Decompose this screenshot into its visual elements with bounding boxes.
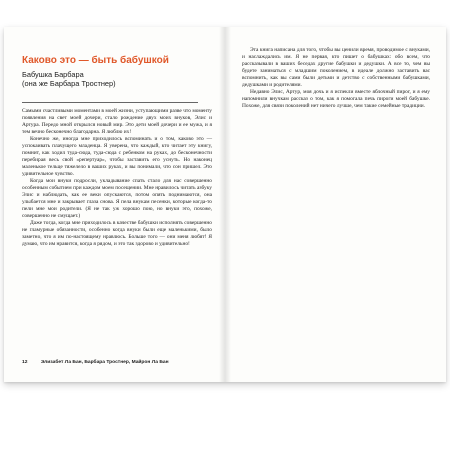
left-paragraph-2: Конечно же, иногда мне приходилось вспоминать и о том, каково это — успокаивать плачущего младенца. Я уверена, что каждый, кто читает эту книгу, помнит, как ходил туда-сюда, туда-сюда с ребенком на руках, до бесконечности перебирая весь свой «репертуар», чтобы заставить его уснуть. Но наконец маленькое тельце тяжелело в ваших руках, и вы понимали, что сон пришел. Это удивительное чувство. [22,136,212,177]
page-number: 12 [22,360,28,365]
footer-authors: Элизабет Ла Бан, Барбара Тростнер, Майрон Ла Бан [40,360,169,365]
left-paragraph-4: Даже тогда, когда мне приходилось в качестве бабушки исполнять совершенно не гламурные обязанности, особенно когда внуки были еще маленькими, было заметно, что я им по-настоящему нравлюсь. Больше того — они меня любят! Я думаю, что им нравится, когда я рядом, и это так здорово и удивительно! [22,220,212,247]
section-divider [22,102,198,103]
left-paragraph-1: Самыми счастливыми моментами в моей жизни, уступающими разве что моменту появления на свет моей дочери, стало рождение двух моих внуков, Элис и Артура. Передо мной открылся новый мир. Это дети моей дочери и ее мужа, и я тем вечно бесконечно благодарна. Я люблю их! [22,108,212,135]
left-page [22,55,212,248]
book-spread [4,27,446,382]
right-page [242,47,430,110]
book-spine [219,27,231,382]
page-footer [22,360,218,365]
author-note: (она же Барбара Тростнер) [22,79,116,88]
left-paragraph-3: Когда мои внуки подросли, укладывание спать стало для нас совершенно особенным событием при каждом моем посещении. Мне нравилось читать азбуку Элис и наблюдать, как ее веки опускаются, потом опять поднимаются, она улыбается мне и закрывает глаза снова. Я пела внукам песенки, которые когда-то пели мне мои родители. (Я не так уж хорошо пою, но внуки это, похоже, совершенно не смущает.) [22,178,212,219]
right-paragraph-1: Эта книга написана для того, чтобы вы ценили время, проводимое с внуками, и наслаждались им. Я не первая, кто пишет о бабушках: обо всем, что рассказывали в ваших беседах другие бабушки и дедушки. А все то, чем вы будете заниматься с младшим поколением, в идеале должно заставить вас вспомнить, как вы сами были детьми и детство с собственными бабушками, дедушками и родителями. [242,47,430,88]
author-name: Бабушка Барбара [22,70,84,79]
right-paragraph-2: Недавно Элис, Артур, моя дочь и я испекли вместе яблочный пирог, и я ему напомнили внучкам рассказ о том, как я помогала печь пироги моей бабушке. Похоже, для связи поколений нет ничего лучше, чем такие семейные традиции. [242,89,430,109]
chapter-title: Каково это — быть бабушкой [22,55,169,66]
